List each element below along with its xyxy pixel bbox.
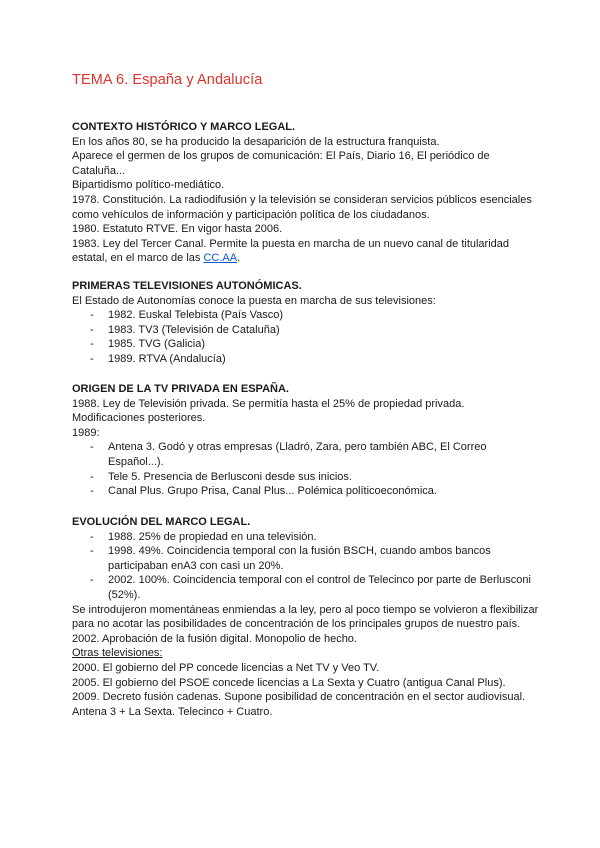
section-tv-privada — [72, 382, 542, 499]
list-item: - Canal Plus. Grupo Prisa, Canal Plus... Polémica políticoeconómica. — [72, 484, 542, 499]
ccaa-link[interactable]: CC.AA — [203, 252, 238, 265]
paragraph: 2009. Decreto fusión cadenas. Supone posibilidad de concentración en el sector audiovisual. Antena 3 + La Sexta. Telecinco + Cuatro. — [72, 691, 526, 718]
list-item: - 2002. 100%. Coincidencia temporal con el control de Telecinco por parte de Berlusconi (52%). — [72, 573, 542, 602]
paragraph — [72, 237, 542, 266]
list-item: - 1989. RTVA (Andalucía) — [72, 352, 542, 367]
section-heading: EVOLUCIÓN DEL MARCO LEGAL. — [72, 516, 251, 528]
list-item: - Tele 5. Presencia de Berlusconi desde sus inicios. — [72, 470, 542, 485]
paragraph: 1980. Estatuto RTVE. En vigor hasta 2006. — [72, 223, 283, 236]
section-autonomicas — [72, 279, 542, 367]
paragraph-text: 1983. Ley del Tercer Canal. Permite la puesta en marcha de un nuevo canal de titularidad estatal, en el marco de las — [72, 237, 510, 265]
paragraph: El Estado de Autonomías conoce la puesta en marcha de sus televisiones: — [72, 294, 436, 307]
list-item: - 1998. 49%. Coincidencia temporal con la fusión BSCH, cuando ambos bancos participaban enA3 con casi un 20%. — [72, 544, 542, 573]
list-item: - 1988. 25% de propiedad en una televisión. — [72, 530, 542, 545]
paragraph: 2000. El gobierno del PP concede licencias a Net TV y Veo TV. — [72, 661, 380, 674]
autonomicas-list — [72, 308, 542, 366]
paragraph: Aparece el germen de los grupos de comunicación: El País, Diario 16, El periódico de Cataluña... — [72, 150, 490, 177]
section-heading: ORIGEN DE LA TV PRIVADA EN ESPAÑA. — [72, 383, 289, 395]
list-item: - 1983. TV3 (Televisión de Cataluña) — [72, 323, 542, 338]
paragraph: Bipartidismo político-mediático. — [72, 179, 225, 192]
section-heading: CONTEXTO HISTÓRICO Y MARCO LEGAL. — [72, 121, 296, 133]
list-item: - 1982. Euskal Telebista (País Vasco) — [72, 308, 542, 323]
paragraph: 2005. El gobierno del PSOE concede licencias a La Sexta y Cuatro (antigua Canal Plus). — [72, 676, 506, 689]
section-evolucion — [72, 515, 542, 719]
section-contexto — [72, 120, 542, 266]
evolucion-list — [72, 530, 542, 603]
paragraph: 1989: — [72, 426, 100, 439]
list-item: - 1985. TVG (Galicia) — [72, 337, 542, 352]
paragraph: Modificaciones posteriores. — [72, 412, 206, 425]
paragraph: 1988. Ley de Televisión privada. Se permitía hasta el 25% de propiedad privada. — [72, 397, 465, 410]
tv-privada-list — [72, 440, 542, 498]
paragraph: En los años 80, se ha producido la desaparición de la estructura franquista. — [72, 135, 440, 148]
paragraph: 2002. Aprobación de la fusión digital. Monopolio de hecho. — [72, 632, 357, 645]
page-title: TEMA 6. España y Andalucía — [72, 72, 263, 88]
subheading-otras-televisiones: Otras televisiones: — [72, 647, 163, 660]
list-item: - Antena 3. Godó y otras empresas (Lladró, Zara, pero también ABC, El Correo Español...). — [72, 440, 542, 469]
paragraph-end: . — [237, 252, 241, 265]
paragraph: Se introdujeron momentáneas enmiendas a la ley, pero al poco tiempo se volvieron a flexibilizar para no acotar las posibilidades de concentración de los principales grupos de nuestro país. — [72, 603, 539, 631]
section-heading: PRIMERAS TELEVISIONES AUTONÓMICAS. — [72, 280, 302, 292]
paragraph: 1978. Constitución. La radiodifusión y la televisión se consideran servicios públicos esenciales como vehículos de información y participación política de los ciudadanos. — [72, 193, 532, 221]
